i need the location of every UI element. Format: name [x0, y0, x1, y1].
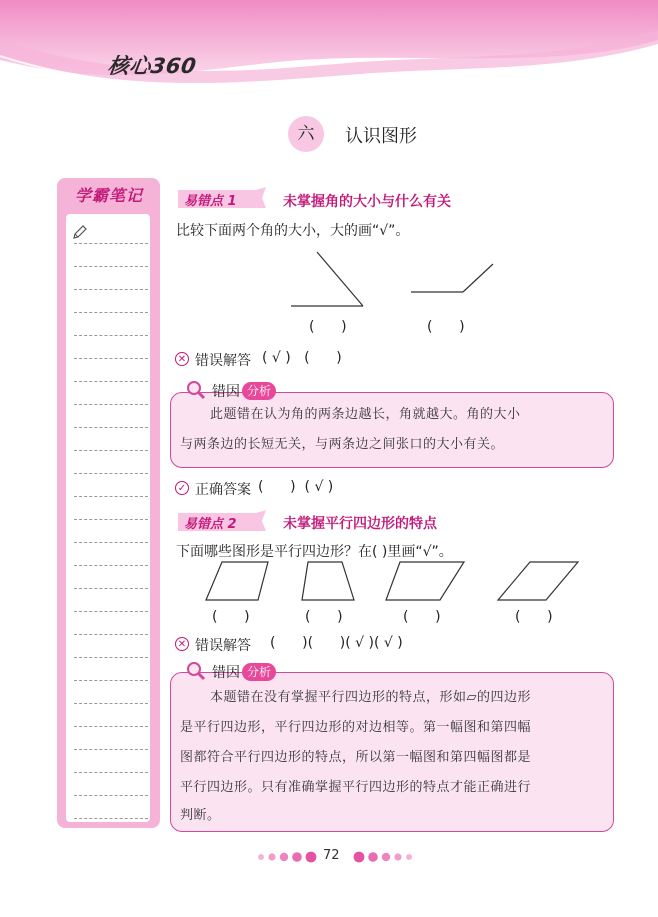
note-line — [74, 381, 148, 382]
shape-1-blank[interactable]: ( ) — [212, 609, 250, 625]
angle-2 — [411, 264, 493, 292]
chapter-number: 六 — [288, 116, 324, 152]
section1-title: 未掌握角的大小与什么有关 — [283, 194, 451, 210]
notes-area — [66, 214, 150, 822]
note-line — [74, 657, 148, 658]
note-line — [74, 404, 148, 405]
mistake-tag-2-label: 易错点 2 — [184, 517, 237, 532]
note-line — [74, 818, 148, 819]
section1-cause-chip: 分析 — [242, 382, 276, 400]
pencil-icon — [72, 224, 88, 240]
note-line — [74, 496, 148, 497]
angle-2-blank[interactable]: ( ) — [427, 319, 465, 335]
note-line — [74, 427, 148, 428]
shape-2-trapezoid — [302, 562, 354, 600]
note-line — [74, 358, 148, 359]
note-line — [74, 703, 148, 704]
angle-1-blank[interactable]: ( ) — [309, 319, 347, 335]
section2-cause-line-1: 本题错在没有掌握平行四边形的特点，形如▱的四边形 — [210, 690, 531, 705]
note-line — [74, 680, 148, 681]
header-banner — [0, 0, 658, 110]
note-line — [74, 243, 148, 244]
angle-figures — [285, 248, 505, 310]
section1-right-answer: ( ) ( √ ) — [258, 479, 334, 495]
wrong-mark-icon-2: ✕ — [175, 637, 189, 651]
note-line — [74, 634, 148, 635]
note-line — [74, 726, 148, 727]
section2-cause-line-5: 判断。 — [180, 808, 221, 823]
section1-cause-label: 错因 — [212, 384, 240, 400]
note-line — [74, 335, 148, 336]
section2-wrong-answer: ( )( )( √ )( √ ) — [270, 635, 403, 651]
page-number: 72 — [323, 848, 340, 863]
angle-1 — [291, 252, 363, 306]
note-line — [74, 519, 148, 520]
note-line — [74, 588, 148, 589]
shape-3-quadrilateral — [386, 562, 464, 600]
note-line — [74, 749, 148, 750]
quadrilateral-figures — [200, 560, 590, 604]
section2-title: 未掌握平行四边形的特点 — [283, 516, 437, 532]
note-line — [74, 565, 148, 566]
mistake-tag-1-label: 易错点 1 — [184, 194, 237, 209]
note-line — [74, 289, 148, 290]
section1-right-label: 正确答案 — [195, 482, 251, 498]
section1-wrong-label: 错误解答 — [195, 353, 251, 369]
section2-cause-chip: 分析 — [242, 663, 276, 681]
section1-cause-line-2: 与两条边的长短无关，与两条边之间张口的大小有关。 — [180, 437, 505, 452]
section2-cause-line-4: 平行四边形。只有准确掌握平行四边形的特点才能正确进行 — [180, 780, 532, 795]
section2-wrong-label: 错误解答 — [195, 638, 251, 654]
sidebar-title: 学霸笔记 — [74, 186, 143, 205]
note-line — [74, 795, 148, 796]
section1-question: 比较下面两个角的大小，大的画“√”。 — [176, 223, 410, 239]
brand-logo: 核心360 — [106, 54, 198, 78]
section2-cause-line-3: 图都符合平行四边形的特点，所以第一幅图和第四幅图都是 — [180, 750, 532, 765]
shape-3-blank[interactable]: ( ) — [403, 609, 441, 625]
magnifier-icon — [186, 380, 206, 400]
check-mark-icon: ✓ — [175, 481, 189, 495]
section2-cause-line-2: 是平行四边形，平行四边形的对边相等。第一幅图和第四幅 — [180, 720, 532, 735]
section1-cause-line-1: 此题错在认为角的两条边越长，角就越大。角的大小 — [210, 407, 521, 422]
shape-2-blank[interactable]: ( ) — [305, 609, 343, 625]
note-line — [74, 312, 148, 313]
note-line — [74, 772, 148, 773]
note-line — [74, 542, 148, 543]
note-line — [74, 473, 148, 474]
note-line — [74, 266, 148, 267]
section2-cause-label: 错因 — [212, 665, 240, 681]
shape-1-parallelogram — [206, 562, 268, 600]
chapter-title: 认识图形 — [345, 126, 417, 147]
shape-4-parallelogram — [498, 562, 578, 600]
note-line — [74, 611, 148, 612]
magnifier-icon-2 — [186, 661, 206, 681]
shape-4-blank[interactable]: ( ) — [515, 609, 553, 625]
wrong-mark-icon: ✕ — [175, 352, 189, 366]
section1-wrong-answer: ( √ ) ( ) — [262, 350, 342, 366]
section2-question: 下面哪些图形是平行四边形？在( )里画“√”。 — [176, 544, 453, 560]
note-line — [74, 450, 148, 451]
